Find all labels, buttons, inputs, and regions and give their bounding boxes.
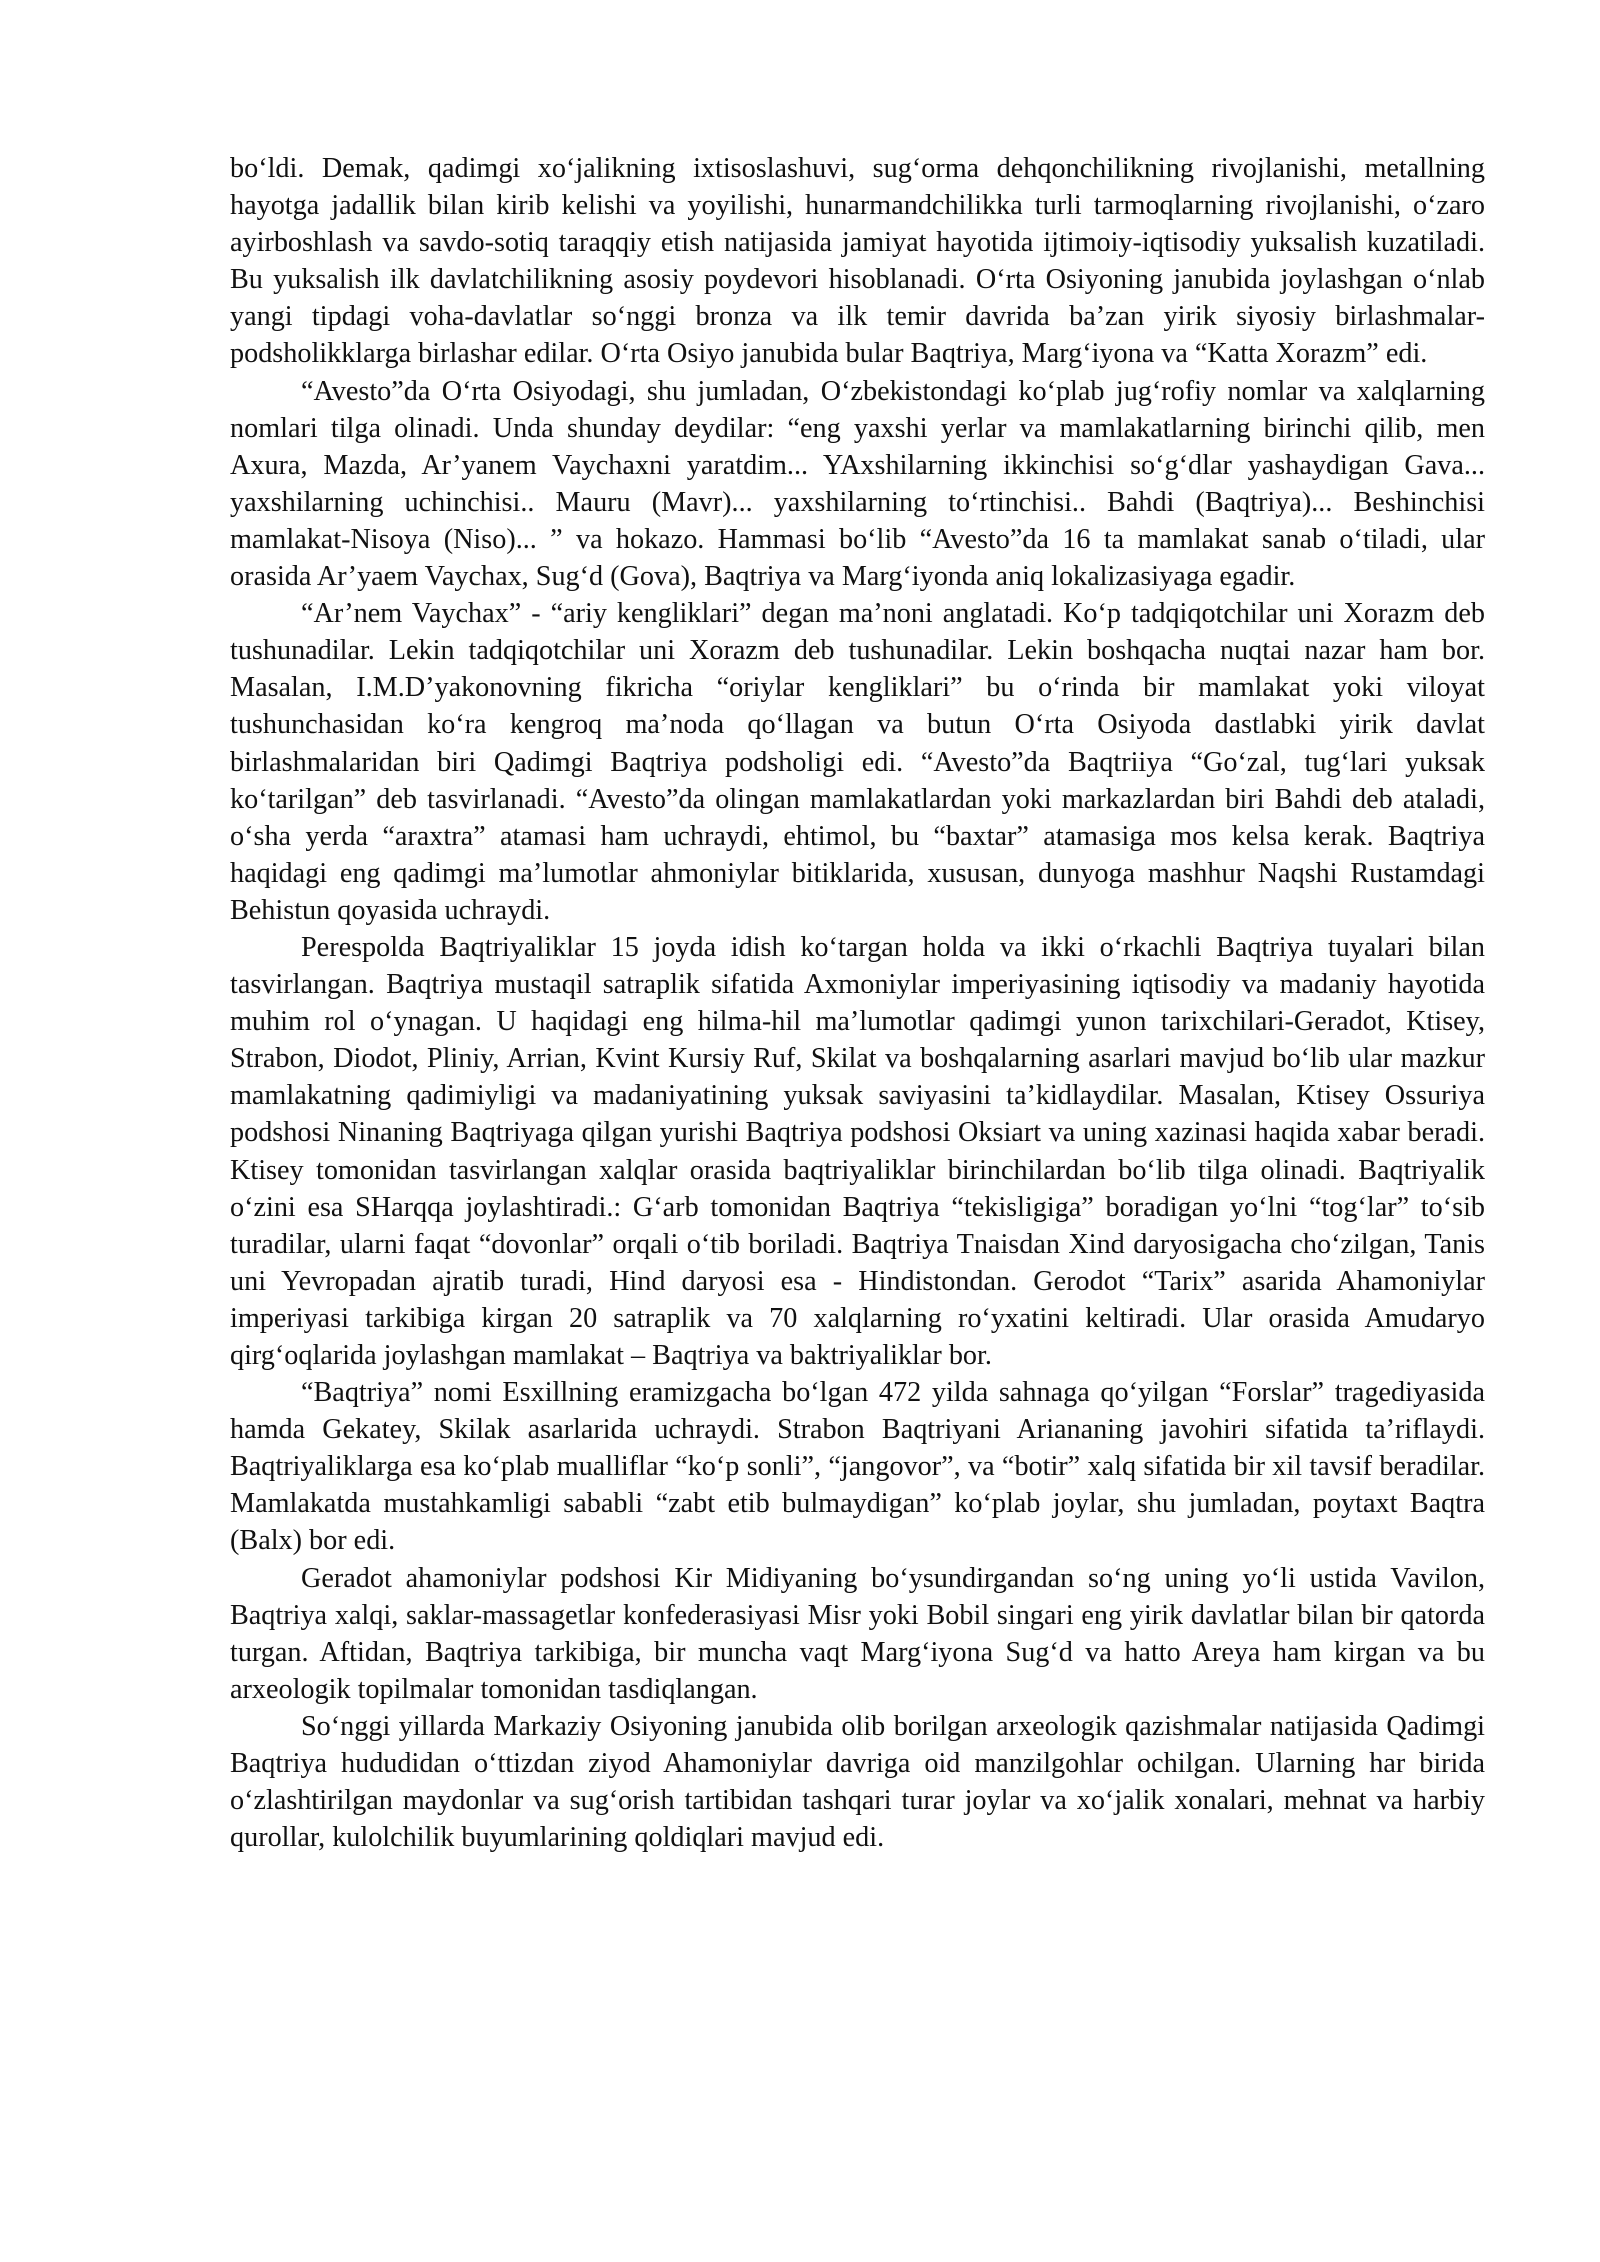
paragraph-5: “Baqtriya” nomi Esxillning eramizgacha bo‘lgan 472 yilda sahnaga qo‘yilgan “Forslar” tragediyasida hamda Gekatey, Skilak asarlarida uchraydi. Strabon Baqtriyani Ariananing javohiri sifatida ta’riflaydi. Baqtriyaliklarga esa ko‘plab mualliflar “ko‘p sonli”, “jangovor”, va “botir” xalq sifatida bir xil tavsif beradilar. Mamlakatda mustahkamligi sababli “zabt etib bulmaydigan” ko‘plab joylar, shu jumladan, poytaxt Baqtra (Balx) bor edi. bbox=[230, 1377, 1485, 1557]
document-page bbox=[230, 150, 1485, 1856]
paragraph-4: Perespolda Baqtriyaliklar 15 joyda idish ko‘targan holda va ikki o‘rkachli Baqtriya tuyalari bilan tasvirlangan. Baqtriya mustaqil satraplik sifatida Axmoniylar imperiyasining iqtisodiy va madaniy hayotida muhim rol o‘ynagan. U haqidagi eng hilma-hil ma’lumotlar qadimgi yunon tarixchilari-Geradot, Ktisey, Strabon, Diodot, Pliniy, Arrian, Kvint Kursiy Ruf, Skilat va boshqalarning asarlari mavjud bo‘lib ular mazkur mamlakatning qadimiyligi va madaniyatining yuksak saviyasini ta’kidlaydilar. Masalan, Ktisey Ossuriya podshosi Ninaning Baqtriyaga qilgan yurishi Baqtriya podshosi Oksiart va uning xazinasi haqida xabar beradi. Ktisey tomonidan tasvirlangan xalqlar orasida baqtriyaliklar birinchilardan bo‘lib tilga olinadi. Baqtriyalik o‘zini esa SHarqqa joylashtiradi.: G‘arb tomonidan Baqtriya “tekisligiga” boradigan yo‘lni “tog‘lar” to‘sib turadilar, ularni faqat “dovonlar” orqali o‘tib boriladi. Baqtriya Tnaisdan Xind daryosigacha cho‘zilgan, Tanis uni Yevropadan ajratib turadi, Hind daryosi esa - Hindistondan. Gerodot “Tarix” asarida Ahamoniylar imperiyasi tarkibiga kirgan 20 satraplik va 70 xalqlarning ro‘yxatini keltiradi. Ular orasida Amudaryo qirg‘oqlarida joylashgan mamlakat – Baqtriya va baktriyaliklar bor. bbox=[230, 931, 1485, 1371]
paragraph-6: Geradot ahamoniylar podshosi Kir Midiyaning bo‘ysundirgandan so‘ng uning yo‘li ustida Vavilon, Baqtriya xalqi, saklar-massagetlar konfederasiyasi Misr yoki Bobil singari eng yirik davlatlar bilan bir qatorda turgan. Aftidan, Baqtriya tarkibiga, bir muncha vaqt Marg‘iyona Sug‘d va hatto Areya ham kirgan va bu arxeologik topilmalar tomonidan tasdiqlangan. bbox=[230, 1562, 1485, 1705]
paragraph-1: bo‘ldi. Demak, qadimgi xo‘jalikning ixtisoslashuvi, sug‘orma dehqonchilikning rivojlanishi, metallning hayotga jadallik bilan kirib kelishi va yoyilishi, hunarmandchilikka turli tarmoqlarning rivojlanishi, o‘zaro ayirboshlash va savdo-sotiq taraqqiy etish natijasida jamiyat hayotida ijtimoiy-iqtisodiy yuksalish kuzatiladi. Bu yuksalish ilk davlatchilikning asosiy poydevori hisoblanadi. O‘rta Osiyoning janubida joylashgan o‘nlab yangi tipdagi voha-davlatlar so‘nggi bronza va ilk temir davrida ba’zan yirik siyosiy birlashmalar-podsholikklarga birlashar edilar. O‘rta Osiyo janubida bular Baqtriya, Marg‘iyona va “Katta Xorazm” edi. bbox=[230, 153, 1485, 370]
paragraph-2: “Avesto”da O‘rta Osiyodagi, shu jumladan, O‘zbekistondagi ko‘plab jug‘rofiy nomlar va xalqlarning nomlari tilga olinadi. Unda shunday deydilar: “eng yaxshi yerlar va mamlakatlarning birinchi qilib, men Axura, Mazda, Ar’yanem Vaychaxni yaratdim... YAxshilarning ikkinchisi so‘g‘dlar yashaydigan Gava... yaxshilarning uchinchisi.. Mauru (Mavr)... yaxshilarning to‘rtinchisi.. Bahdi (Baqtriya)... Beshinchisi mamlakat-Nisoya (Niso)... ” va hokazo. Hammasi bo‘lib “Avesto”da 16 ta mamlakat sanab o‘tiladi, ular orasida Ar’yaem Vaychax, Sug‘d (Gova), Baqtriya va Marg‘iyonda aniq lokalizasiyaga egadir. bbox=[230, 375, 1485, 593]
paragraph-7: So‘nggi yillarda Markaziy Osiyoning janubida olib borilgan arxeologik qazishmalar natijasida Qadimgi Baqtriya hududidan o‘ttizdan ziyod Ahamoniylar davriga oid manzilgohlar ochilgan. Ularning har birida o‘zlashtirilgan maydonlar va sug‘orish tartibidan tashqari turar joylar va xo‘jalik xonalari, mehnat va harbiy qurollar, kulolchilik buyumlarining qoldiqlari mavjud edi. bbox=[230, 1710, 1485, 1854]
paragraph-3: “Ar’nem Vaychax” - “ariy kengliklari” degan ma’noni anglatadi. Ko‘p tadqiqotchilar uni Xorazm deb tushunadilar. Lekin tadqiqotchilar uni Xorazm deb tushunadilar. Lekin boshqacha nuqtai nazar ham bor. Masalan, I.M.D’yakonovning fikricha “oriylar kengliklari” bu o‘rinda bir mamlakat yoki viloyat tushunchasidan ko‘ra kengroq ma’noda qo‘llagan va butun O‘rta Osiyoda dastlabki yirik davlat birlashmalaridan biri Qadimgi Baqtriya podsholigi edi. “Avesto”da Baqtriiya “Go‘zal, tug‘lari yuksak ko‘tarilgan” deb tasvirlanadi. “Avesto”da olingan mamlakatlardan yoki markazlardan biri Bahdi deb ataladi, o‘sha yerda “araxtra” atamasi ham uchraydi, ehtimol, bu “baxtar” atamasiga mos kelsa kerak. Baqtriya haqidagi eng qadimgi ma’lumotlar ahmoniylar bitiklarida, xususan, dunyoga mashhur Naqshi Rustamdagi Behistun qoyasida uchraydi. bbox=[230, 598, 1485, 926]
